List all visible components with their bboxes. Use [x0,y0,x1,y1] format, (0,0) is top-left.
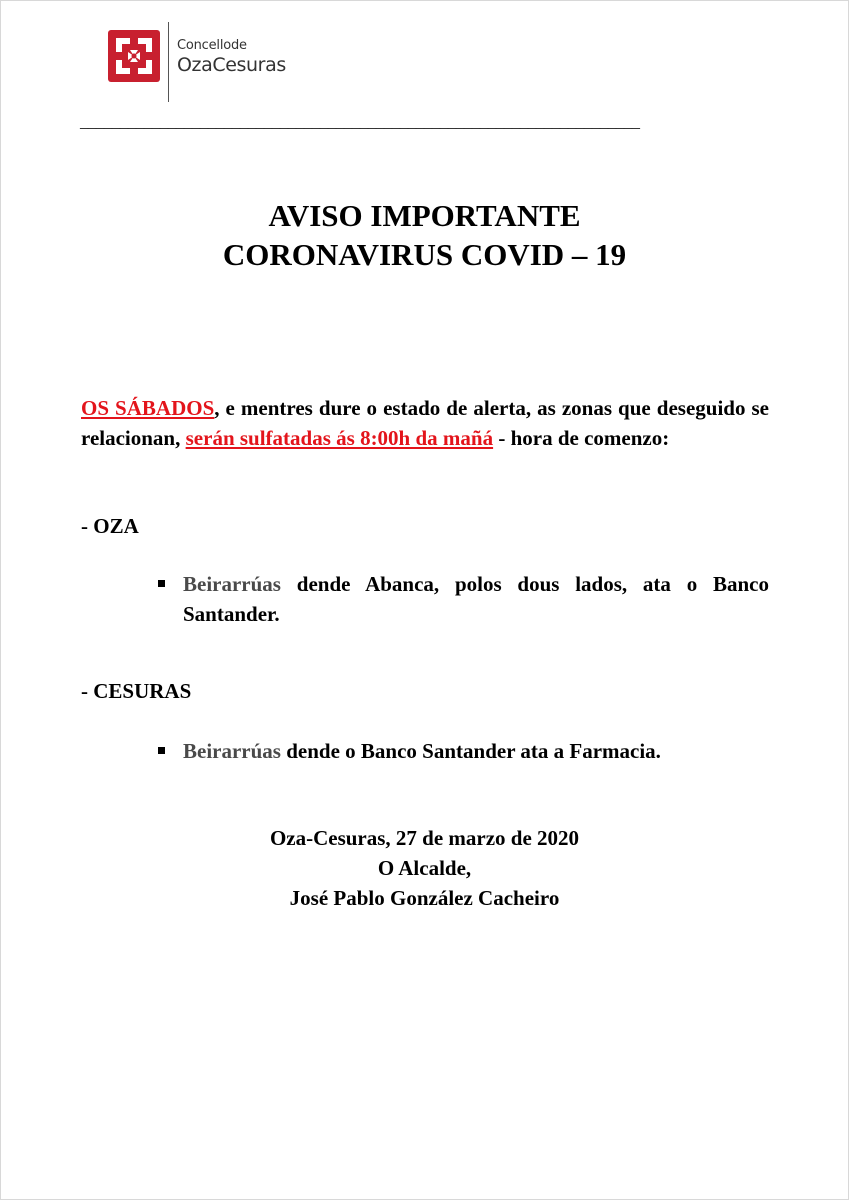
bullet-square-icon [158,580,165,587]
section-heading-cesuras: - CESURAS [81,679,192,703]
title-line2: CORONAVIRUS COVID – 19 [222,237,627,272]
logo-line2: OzaCesuras [177,54,286,76]
logo-wordmark [177,38,286,76]
intro-paragraph [81,393,769,453]
logo-line1: Concellode [177,38,247,53]
signature-place-date: Oza-Cesuras, 27 de marzo de 2020 [269,826,580,850]
bullet-square-icon [158,747,165,754]
intro-text1: , e mentres dure o estado de alerta, as zonas que deseguido se relacionan, [81,396,769,450]
header-rule: ______________________________________________________________________ [80,114,640,131]
logo-divider [168,22,169,102]
item-keyword: Beirarrúas [183,572,281,596]
signature-role: O Alcalde, [377,856,472,880]
item-text: dende Abanca, polos dous lados, ata o Banco Santander. [183,572,769,626]
council-emblem-icon [108,30,160,82]
list-item-cesuras [183,736,769,766]
section-heading-oza: - OZA [81,514,139,538]
intro-highlight-saturdays: OS SÁBADOS [81,396,215,420]
item-text: dende o Banco Santander ata a Farmacia. [280,739,661,763]
list-item-oza [183,569,769,629]
notice-title [0,196,849,274]
signature-block [0,823,849,913]
title-line1: AVISO IMPORTANTE [268,198,581,233]
item-keyword: Beirarrúas [183,739,281,763]
council-logo [108,22,286,104]
intro-text2: - hora de comenzo: [493,426,670,450]
intro-highlight-time: serán sulfatadas ás 8:00h da mañá [185,426,494,450]
signature-name: José Pablo González Cacheiro [289,886,560,910]
